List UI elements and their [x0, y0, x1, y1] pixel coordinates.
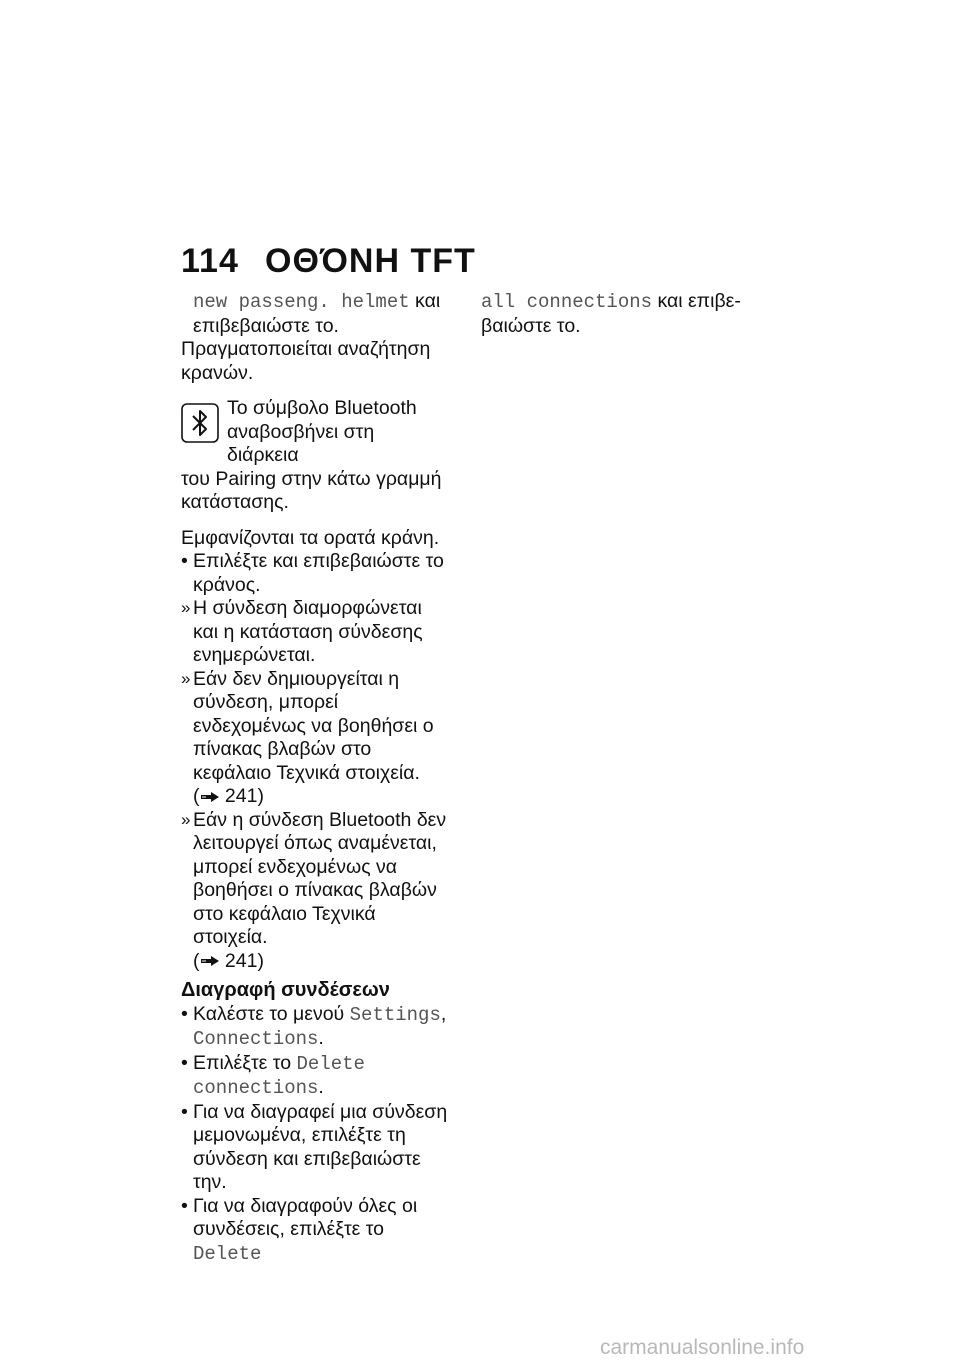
watermark: carmanualsonline.info: [600, 1336, 805, 1359]
list-item-text: .: [318, 1027, 324, 1049]
paragraph-search: Πραγματοποιείται αναζήτηση κρανών.: [181, 338, 431, 384]
page-reference: (: [193, 785, 200, 807]
page-reference-number[interactable]: 241): [219, 949, 264, 972]
bullet: •: [181, 1100, 188, 1123]
list-item-text: .: [318, 1076, 324, 1098]
paragraph-text: και επιβε-: [652, 290, 741, 312]
result-item: [181, 809, 451, 974]
list-item: [181, 1101, 451, 1195]
list-item-text: Επιλέξτε το: [193, 1051, 297, 1074]
paragraph-text: επιβεβαιώστε το.: [193, 314, 339, 337]
bullet: •: [181, 1002, 188, 1025]
list-item-text: Καλέστε το μενού: [193, 1002, 350, 1025]
arrow-right-icon: [200, 791, 220, 803]
bullet: •: [181, 1194, 188, 1217]
paragraph-text: βαιώστε το.: [481, 314, 581, 337]
list-item: [181, 1195, 451, 1267]
result-text: Εάν δεν δημιουργείται η σύνδεση, μπορεί ενδεχομένως να βοηθήσει ο πίνακας βλαβών στο κεφάλαιο Τεχνικά στοιχεία.: [193, 667, 434, 784]
result-marker: »: [181, 598, 191, 617]
bluetooth-note: [181, 397, 451, 468]
menu-code-all-connections: all connections: [481, 291, 653, 313]
list-item-text: Επιλέξτε και επιβεβαιώστε το κράνος.: [193, 550, 444, 596]
arrow-right-icon: [200, 955, 220, 967]
bluetooth-note-rest: του Pairing στην κάτω γραμμή κατάστασης.: [181, 467, 442, 513]
paragraph-new-helmet: [181, 290, 451, 338]
menu-code-new-helmet: new passeng. helmet: [193, 291, 410, 313]
paragraph-text: και: [409, 290, 441, 312]
page-reference: (: [193, 949, 200, 972]
result-marker: »: [181, 668, 191, 688]
menu-code-delete-connections: Delete connections: [193, 1052, 365, 1099]
right-column: [481, 290, 771, 338]
result-text: Εάν η σύνδεση Bluetooth δεν λειτουργεί όπως αναμένεται, μπορεί ενδεχομένως να βοηθήσει ο πίνακας βλαβών στο κεφάλαιο Τεχνικά στοιχεία.: [193, 808, 447, 948]
bluetooth-note-text: Το σύμβολο Bluetooth: [227, 397, 417, 419]
paragraph-all-connections: [481, 290, 771, 338]
bluetooth-icon: [181, 403, 219, 443]
list-item-text: ,: [440, 1002, 447, 1025]
paragraph-visible-helmets: Εμφανίζονται τα ορατά κράνη.: [181, 526, 440, 549]
list-item-text: Για να διαγραφούν όλες οι συνδέσεις, επιλέξτε το: [193, 1194, 418, 1240]
page-number: 114: [181, 242, 239, 280]
list-item: [181, 1052, 451, 1101]
section-heading: Διαγραφή συνδέσεων: [181, 979, 390, 1001]
bullet: •: [181, 550, 188, 572]
left-column: [181, 290, 451, 1266]
result-text: Η σύνδεση διαμορφώνεται και η κατάσταση σύνδεσης ενημερώνεται.: [193, 597, 423, 666]
list-item: [181, 1003, 451, 1052]
menu-code-connections: Connections: [193, 1028, 319, 1050]
page-title: ΟΘΌΝΗ TFT: [265, 242, 476, 280]
menu-code-settings: Settings: [349, 1003, 441, 1026]
result-marker: »: [181, 809, 191, 829]
bluetooth-note-text: αναβοσβήνει στη διάρκεια: [227, 420, 375, 466]
page-header: [181, 242, 476, 281]
result-item: [181, 597, 451, 668]
list-item-text: Για να διαγραφεί μια σύνδεση μεμονωμένα, επιλέξτε τη σύνδεση και επιβεβαιώστε την.: [193, 1100, 448, 1193]
list-item: [181, 550, 451, 597]
bullet: •: [181, 1051, 188, 1074]
page-reference-number[interactable]: 241): [219, 785, 264, 807]
result-item: [181, 668, 451, 809]
menu-code-delete: Delete: [193, 1242, 262, 1265]
